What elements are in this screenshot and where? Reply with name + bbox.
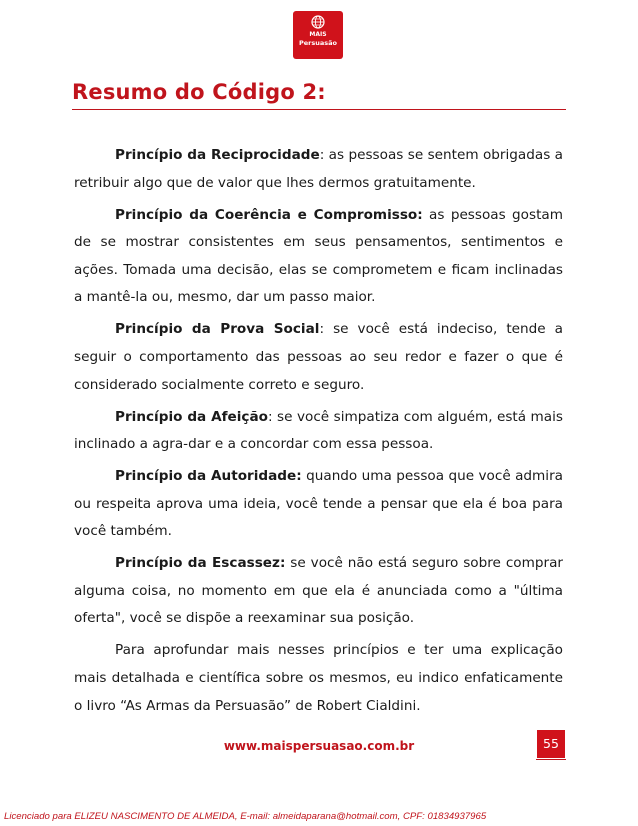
title-divider: [72, 109, 566, 110]
paragraph-coherence: [74, 202, 563, 312]
page-number-underline: [536, 759, 566, 760]
license-notice: Licenciado para ELIZEU NASCIMENTO DE ALMEIDA, E-mail: almeidaparana@hotmail.com, CPF: 01834937965: [4, 811, 487, 822]
paragraph-affection: [74, 404, 563, 459]
paragraph-reciprocity: [74, 142, 563, 197]
logo-text-mais: MAIS: [309, 31, 327, 38]
term-authority: Princípio da Autoridade:: [115, 468, 302, 485]
term-separator: :: [319, 147, 325, 163]
body-text: [74, 142, 563, 725]
globe-icon: [311, 15, 325, 29]
paragraph-scarcity: [74, 550, 563, 633]
term-separator: :: [319, 321, 325, 338]
paragraph-text: as pessoas gostam de se mostrar consistentes em seus pensamentos, sentimentos e ações. Tomada uma decisão, elas se comprometem e ficam inclinadas a mantê-la ou, mesmo, dar um passo maior.: [74, 206, 563, 306]
paragraph-book-recommendation: [74, 637, 563, 720]
paragraph-authority: [74, 463, 563, 546]
paragraph-text: as pessoas se sentem obrigadas a retribuir algo que de valor que lhes dermos gratuitamente.: [74, 147, 563, 191]
term-affection: Princípio da Afeição: [115, 408, 268, 425]
paragraph-text: se você está indeciso, tende a seguir o comportamento das pessoas ao seu redor e fazer o que é considerado socialmente correto e seguro.: [74, 321, 563, 393]
paragraph-text: Para aprofundar mais nesses princípios e ter uma explicação mais detalhada e científica sobre os mesmos, eu indico enfaticamente o livro “As Armas da Persuasão” de Robert Cialdini.: [74, 642, 563, 714]
term-separator: :: [268, 408, 273, 425]
paragraph-text: quando uma pessoa que você admira ou respeita aprova uma ideia, você tende a pensar que ela é boa para você também.: [74, 468, 563, 540]
term-social-proof: Princípio da Prova Social: [115, 321, 320, 338]
logo-text-persuasao: Persuasão: [299, 39, 337, 47]
term-reciprocity: Princípio da Reciprocidade: [115, 147, 320, 163]
term-scarcity: Princípio da Escassez:: [115, 555, 286, 572]
page-title: Resumo do Código 2:: [72, 80, 326, 104]
brand-logo: [293, 11, 343, 59]
paragraph-text: se você simpatiza com alguém, está mais inclinado a agra-dar e a concordar com essa pessoa.: [74, 408, 563, 453]
page-number: 55: [537, 730, 565, 758]
paragraph-social-proof: [74, 316, 563, 399]
paragraph-text: se você não está seguro sobre comprar alguma coisa, no momento em que ela é anunciada como a "última oferta", você se dispõe a reexaminar sua posição.: [74, 555, 563, 627]
footer-website-link[interactable]: www.maispersuasao.com.br: [223, 739, 415, 753]
term-coherence: Princípio da Coerência e Compromisso:: [115, 206, 423, 223]
